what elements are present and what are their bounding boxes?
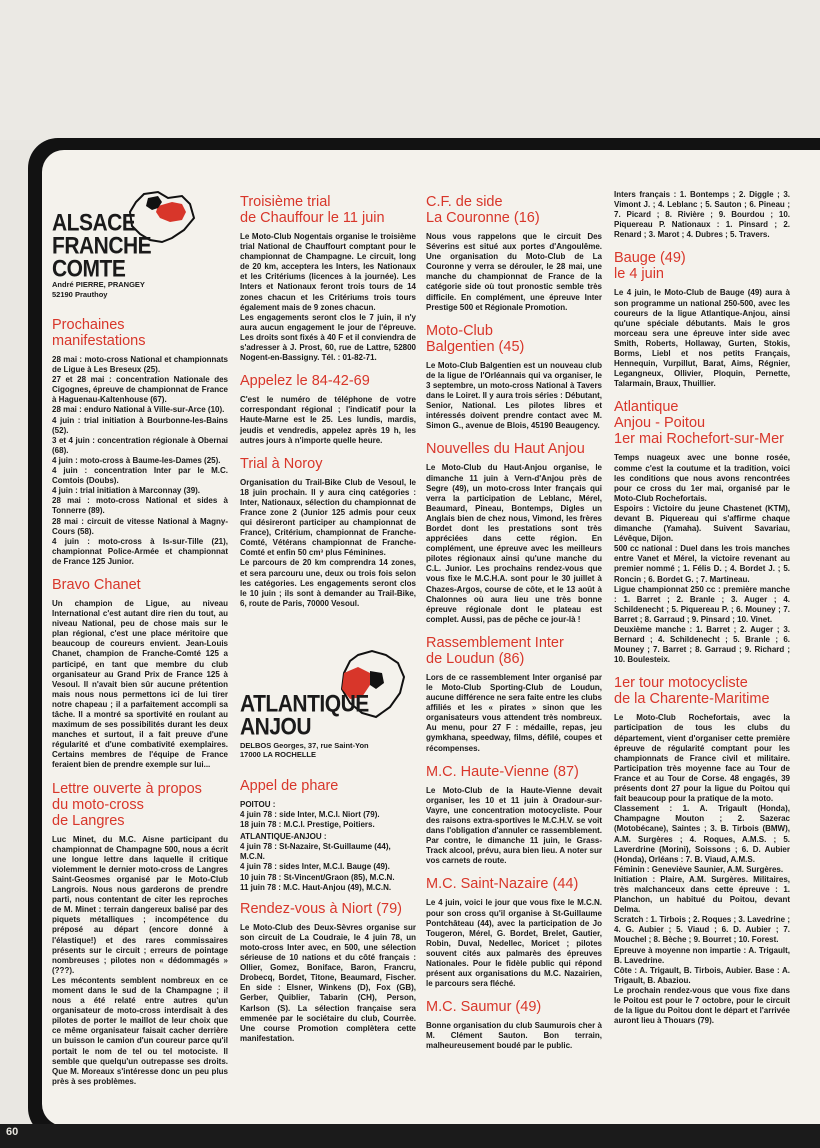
column-4 xyxy=(614,190,790,1032)
hautevienne-body: Le Moto-Club de la Haute-Vienne devait organiser, les 10 et 11 juin à Oradour-sur-Vayre, une concentration motocycliste. Pour des raisons extra-sportives le M.C.H.V. se voit dans l'obligation d'annuler ce rassemblement. Par contre, le dimanche 11 juin, le Grass-Track alcool, prévu, aura bien lieu. A noter sur vos carnets de route. xyxy=(426,785,602,866)
balgentien-body: Le Moto-Club Balgentien est un nouveau club de la ligue de l'Orléannais qui va organiser, le 3 septembre, un moto-cross National à Tavers dans le Loiret. Il y aura trois séries : Débutant, Senior, National. Les pilotes libres et intéressés doivent prendre contact avec M. Simon G., avenue de Blois, 45190 Beaugency. xyxy=(426,360,602,431)
page-number: 60 xyxy=(6,1126,19,1138)
noroy-body: Organisation du Trail-Bike Club de Vesoul, le 18 juin prochain. Il y aura cinq catégories : Inter, Nationaux, sélection du championnat de France zone 2 (Junior 125 admis pour ceux qui désireront participer au championnat de France), Critérium, championnat de Franche-Comté, Vétérans championnat de Franche-Comté et enfin 50 cm³ plus Féminines. Le parcours de 20 km comprendra 14 zones, et sera parcouru une, deux ou trois fois selon les catégories. Les engagements seront clos le 10 juin ; ils sont à demander au Trail-Bike, 6, route de Paris, 70000 Vesoul. xyxy=(240,477,416,608)
column-3 xyxy=(426,190,602,1058)
appel-item: 10 juin 78 : St-Vincent/Graon (85), M.C.N. xyxy=(240,872,395,882)
appel-item: 4 juin 78 : side Inter, M.C.I. Niort (79). xyxy=(240,810,380,819)
niort-heading: Rendez-vous à Niort (79) xyxy=(240,900,402,917)
saumur-body: Bonne organisation du club Saumurois cher à M. Clément Sauton. Bon terrain, malheureusement boudé par le public. xyxy=(426,1021,602,1051)
appel-heading: Appel de phare xyxy=(240,777,339,794)
prochaines-body: 28 mai : moto-cross National et championnats de Ligue à Les Breseux (25). 27 et 28 mai : concentration Nationale des Cigognes, épreuve de championnat de France à Haguenau-Kaltenhouse (67). 28 mai : enduro National à Ville-sur-Arce (10). 4 juin : trial initiation à Bourbonne-les-Bains (52). 3 et 4 juin : concentration régionale à Obernai (68). 4 juin : moto-cross à Baume-les-Dames (25). 4 juin : concentration Inter par le M.C. Comtois (Doubs). 4 juin : trial initiation à Marconnay (39). 28 mai : moto-cross National et sides à Tonnerre (89). 28 mai : circuit de vitesse National à Magny-Cours (58). 4 juin : moto-cross à Is-sur-Tille (21), championnat Police-Armée et championnat de France 125 Junior. xyxy=(52,355,228,566)
atlantique-contact: DELBOS Georges, 37, rue Saint-Yon 17000 LA ROCHELLE xyxy=(240,740,369,760)
appelez-heading: Appelez le 84-42-69 xyxy=(240,373,370,390)
chauffour-heading: Troisième trial de Chauffour le 11 juin xyxy=(240,194,385,226)
loudun-body: Lors de ce rassemblement Inter organisé par le Moto-Club Sporting-Club de Loudun, aucune différence ne sera faite entre les clubs affiliés et les « pirates » sinon que les organisateurs vous attendent très nombreux. Au menu, pour 27 F : médaille, repas, jeu gymkhana, speedway, films, défilé, coupes et récompenses. xyxy=(426,672,602,753)
bauge-heading: Bauge (49) le 4 juin xyxy=(614,250,686,283)
loudun-heading: Rassemblement Inter de Loudun (86) xyxy=(426,634,564,667)
region-header-atlantique xyxy=(240,649,416,741)
results-intro: Inters français : 1. Bontemps ; 2. Diggle ; 3. Vimont J. ; 4. Leblanc ; 5. Sauton ; 6. Pineau ; 7. Picard ; 8. Rivière ; 9. Bourdou ; 10. Piquereau P. Nationaux : 1. Pinsard ; 2. Renard ; 3. Marot ; 4. Dubres ; 5. Travers. xyxy=(614,190,790,240)
lettre-body: Luc Minet, du M.C. Aisne participant du championnat de Champagne 500, nous a écrit une longue lettre dans laquelle il critique violemment le dernier moto-cross de Langres Saint-Geosmes organisé par le Moto-Club Langrois. Nous nous garderons de prendre parti, nous contentant de citer les reproches de M. Minet : terrain dangereux balisé par des piquets métalliques ; incompétence du préposé au départ (encore donné à l'élastique!) et des rares commissaires présents sur le circuit ; erreurs de pointage nombreuses ; pilotes non « dédommagés » (???). Les mécontents semblent nombreux en ce moment dans le sud de la Champagne ; il nous a été relaté entre autres qu'un organisateur de moto-cross interdisait à des pilotes de porter le maillot de leur choix que ce même organisateur faisait cacher derrière un buisson le camion d'un coureur parce qu'il portait le nom de tel ou tel motociste. Il semble que quelqu'un outrepasse ses droits. Que M. Moreaux s'intéresse donc un peu plus près à ses problèmes. xyxy=(52,834,228,1086)
appel-item: 18 juin 78 : M.C.I. Prestige, Poitiers. xyxy=(240,820,375,830)
stnazaire-heading: M.C. Saint-Nazaire (44) xyxy=(426,876,579,893)
region-title-atlantique: ATLANTIQUE ANJOU xyxy=(240,690,369,741)
prochaines-heading: Prochaines manifestations xyxy=(52,317,146,349)
hautevienne-heading: M.C. Haute-Vienne (87) xyxy=(426,763,579,780)
region-title-alsace: ALSACE FRANCHE COMTE xyxy=(52,209,152,283)
appel-list xyxy=(240,800,416,893)
appel-head-atlantique: ATLANTIQUE-ANJOU : xyxy=(240,832,327,842)
niort-body: Le Moto-Club des Deux-Sèvres organise sur son circuit de La Coudraie, le 4 juin 78, un moto-cross Inter avec, en 500, une sélection sérieuse de 10 nations et du côté français : Ollier, Gomez, Boniface, Baron, Francru, Drobecq, Bordet, Titone, Beaumard, Fischer. En side : Elsner, Winkens (D), Fox (GB), Gerber, Quiblier, Tabarin (CH), Person, Karlson (S). La sélection française sera emmenée par le sociétaire du club, Courrèe. Une course Promotion complètera cette manifestation. xyxy=(240,922,416,1043)
rochefort-body: Temps nuageux avec une bonne rosée, comme c'est la coutume et la tradition, voici les conditions que nous avons rencontrées pour ce cross du 1er mai, organisé par le Moto-Club Rochefortais. Espoirs : Victoire du jeune Chastenet (KTM), devant B. Piquereau qui s'affirme chaque dimanche (Yamaha). Suivent Savariau, Lévêque, Dijon. 500 cc national : Duel dans les trois manches entre Vanet et Mérel, la victoire revenant au premier nommé ; 1. Félis D. ; 4. Bordet J. ; 5. Roncin ; 6. Bordet G. ; 7. Martineau. Ligue championnat 250 cc : première manche : 1. Barret ; 2. Branle ; 3. Auger ; 4. Schildenecht ; 5. Piquereau P. ; 6. Mouney ; 7. Barret ; 8. Garraud ; 9. Pinsard ; 10. Vinet. Deuxième manche : 1. Barret ; 2. Auger ; 3. Bernard ; 4. Schildenecht ; 5. Branle ; 6. Mouney ; 7. Barret ; 8. Garraud ; 9. Richard ; 10. Boulesteix. xyxy=(614,453,790,665)
appelez-body: C'est le numéro de téléphone de votre correspondant régional ; l'indicatif pour la Haute-Marne est le 25. Les lundis, mardis, jeudis et vendredis, appelez après 19 h, les autres jours à n'importe quelle heure. xyxy=(240,395,416,445)
hautanjou-body: Le Moto-Club du Haut-Anjou organise, le dimanche 11 juin à Vern-d'Anjou près de Segre (49), un moto-cross Inter français qui verra la participation de Leblanc, Mérel, Beaumard, Pineau, Bontemps, Digles un Anglais bien de chez nous, Vimond, les frères Bordet dont les prestations sont très appréciées dans cette région. En complément, une épreuve avec les meilleurs pilotes régionaux ainsi qu'une manche du C.L. Junior. Les prochains rendez-vous que vous fixe le M.C.H.A. sont pour le 30 juillet à Chazes-Argos, course de côte, et le 13 août à Chalonnes où aura lieu une très bonne épreuve régionale dont le plateau est complet. Aussi, pas de pêche ce jour-là ! xyxy=(426,463,602,624)
charente-body: Le Moto-Club Rochefortais, avec la participation de tous les clubs du département, vient d'organiser cette première épreuve de régularité comptant pour les championnats de France civil et militaire. Participation très moyenne face au Tour de France et au Tour de Corse. 48 engagés, 39 présents dont 27 pour la ligue du Poitou qui fait beaucoup pour la pratique de la moto. Classement : 1. A. Trigault (Honda), Champagne Mouton ; 2. Sazerac (Motobécane), Saintes ; 3. B. Tirbois (BMW), A.M. Surgères ; 4. Roques, A.M.S. ; 5. Laverdrine (Morini), Soissons ; 6. D. Aubier (Honda), Orléans : 7. B. Viaud, A.M.S. Féminin : Geneviève Saunier, A.M. Surgères. Initiation : Plaire, A.M. Surgères. Militaires, très malchanceux dans cette épreuve : 1. Planchon, un habitué du Poitou, devant Delma. Scratch : 1. Tirbois ; 2. Roques ; 3. Lavedrine ; 4. G. Aubier ; 5. Viaud ; 6. D. Aubier ; 7. Mouchel ; 8. Bèche ; 9. Bourret ; 10. Forest. Epreuve à moyenne non impartie : A. Trigault, B. Lavedrine. Côte : A. Trigault, B. Tirbois, Aubier. Base : A. Trigault, B. Abaziou. Le prochain rendez-vous que vous fixe dans le Poitou est pour le 7 octobre, pour le circuit de la ligue du Poitou dont le départ et l'arrivée auront lieu à Thouars (79). xyxy=(614,713,790,1026)
hautanjou-heading: Nouvelles du Haut Anjou xyxy=(426,441,585,458)
chauffour-body: Le Moto-Club Nogentais organise le troisième trial National de Chauffourt comptant pour le championnat de Champagne. Le circuit, long de 20 km, acceptera les Inters, les Nationaux et les Critériums (licences à la journée). Les Inters et Nationaux feront trois tours de 14 zones chacun et les Critériums trois tours également mais de 9 zones chacun. Les engagements seront clos le 7 juin, il n'y aura aucun engagement le jour de l'épreuve. Les droits sont fixés à 40 F et il conviendra de s'adresser à J. Prost, 60, rue de Lattre, 52800 Nogent-en-Bassigny. Tél. : 01-82-71. xyxy=(240,232,416,363)
footer-bar xyxy=(0,1124,820,1148)
rochefort-heading: Atlantique Anjou - Poitou 1er mai Rochefort-sur-Mer xyxy=(614,399,785,448)
couronne-heading: C.F. de side La Couronne (16) xyxy=(426,194,540,226)
alsace-contact: André PIERRE, PRANGEY 52190 Prauthoy xyxy=(52,280,145,299)
appel-item: 4 juin 78 : sides Inter, M.C.I. Bauge (49). xyxy=(240,862,390,872)
bauge-body: Le 4 juin, le Moto-Club de Bauge (49) aura à son programme un national 250-500, avec les coureurs de la ligue Atlantique-Anjou, ainsi qu'une spéciale débutants. Mais le gros morceau sera une épreuve inter side avec Smith, Roberts, Hollaway, Gurten, Stokis, Borms, Liebl et nos petits Français, Hennequin, Vurpillut, Barat, Aims, Régnier, Legangneux, Ollivier, Ploquin, Pernette, Talarmain, Braux, Thuillier. xyxy=(614,288,790,389)
region-header-alsace xyxy=(52,190,228,283)
noroy-heading: Trial à Noroy xyxy=(240,455,323,472)
couronne-body: Nous vous rappelons que le circuit Des Séverins est situé aux portes d'Angoulême. Une organisation du Moto-Club de La Couronne y verra se dérouler, le 28 mai, une manche du championnat de France de la catégorie side où tout pronostic semble très difficile. En complément, une épreuve Inter Prestige 500 et Régionale Promotion. xyxy=(426,232,602,312)
page-margin xyxy=(0,0,820,140)
balgentien-heading: Moto-Club Balgentien (45) xyxy=(426,322,525,355)
column-2 xyxy=(240,190,416,1050)
appel-head-poitou: POITOU : xyxy=(240,799,276,809)
bravo-body: Un champion de Ligue, au niveau International c'est autant dire rien du tout, au niveau National, peu de chose mais sur le plan régional, c'est une place méritoire que beaucoup de coureurs envient. Jean-Louis Chanet, champion de Franche-Comté 125 a participé, en tant que membre du club organisateur au Grand Prix de France 125 à Vesoul. Il n'avait bien sûr aucune prétention mais nous nous permettons ici de lui tirer notre chapeau ; il a parfaitement accompli sa tâche. Il a montré sa sportivité en roulant au maximum de ses possibilités durant les deux manches et surtout, il a fait preuve d'une régularité et d'une combativité exemplaires. Certains membres de l'équipe de France feraient bien de prendre exemple sur lui... xyxy=(52,598,228,770)
saumur-heading: M.C. Saumur (49) xyxy=(426,999,542,1016)
column-1 xyxy=(52,190,228,1093)
stnazaire-body: Le 4 juin, voici le jour que vous fixe le M.C.N. pour son cross qu'il organise à St-Guillaume Pontchâteau (44), avec la participation de Jo Tougeron, Mérel, G. Bordet, Brelet, Gautier, Robin, Duval, Nedellec, Moricet ; pilotes souvent cités aux palmarès des épreuves Nationales. Pour le fidèle public qui répond présent aux organisations du M.C. Nazairien, le parcours sera fléché. xyxy=(426,898,602,989)
appel-item: 4 juin 78 : St-Nazaire, St-Guillaume (44), M.C.N. xyxy=(240,842,391,862)
bravo-heading: Bravo Chanet xyxy=(52,576,141,593)
appel-item: 11 juin 78 : M.C. Haut-Anjou (49), M.C.N. xyxy=(240,882,392,892)
charente-heading: 1er tour motocycliste de la Charente-Maritime xyxy=(614,675,770,708)
lettre-heading: Lettre ouverte à propos du moto-cross de Langres xyxy=(52,780,202,829)
